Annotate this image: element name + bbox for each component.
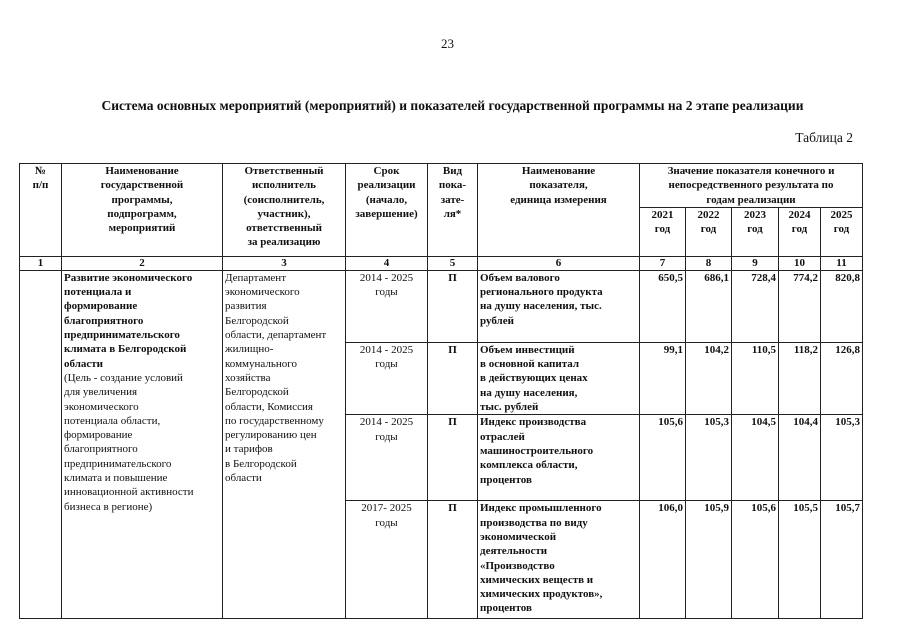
value-2021: 99,1	[640, 342, 686, 414]
header-year-2021: 2021 год	[640, 207, 686, 256]
header-num: № п/п	[20, 164, 62, 257]
column-number: 10	[779, 256, 821, 270]
header-year-2023: 2023 год	[732, 207, 779, 256]
row-num-cell	[20, 270, 62, 618]
column-number: 11	[821, 256, 863, 270]
value-2021: 650,5	[640, 270, 686, 342]
value-2025: 126,8	[821, 342, 863, 414]
program-name-cell	[62, 270, 223, 618]
period-cell: 2017- 2025 годы	[346, 501, 428, 619]
column-number: 6	[478, 256, 640, 270]
header-indicator-name: Наименование показателя, единица измерения	[478, 164, 640, 257]
header-program-name: Наименование государственной программы, подпрограмм, мероприятий	[62, 164, 223, 257]
column-number: 8	[686, 256, 732, 270]
program-name-title: Развитие экономического потенциала и формирование благоприятного предпринимательского климата в Белгородской области	[64, 271, 193, 370]
header-year-2022: 2022 год	[686, 207, 732, 256]
value-2023: 104,5	[732, 415, 779, 501]
indicator-name-cell: Объем инвестиций в основной капитал в действующих ценах на душу населения, тыс. рублей	[478, 342, 640, 414]
value-2025: 105,7	[821, 501, 863, 619]
value-2025: 105,3	[821, 415, 863, 501]
column-number: 1	[20, 256, 62, 270]
table-label: Таблица 2	[795, 130, 853, 145]
value-2025: 820,8	[821, 270, 863, 342]
column-number: 9	[732, 256, 779, 270]
value-2022: 105,3	[686, 415, 732, 501]
column-number: 4	[346, 256, 428, 270]
header-executor: Ответственный исполнитель (соисполнитель, участник), ответственный за реализацию	[223, 164, 346, 257]
value-2024: 105,5	[779, 501, 821, 619]
value-2024: 118,2	[779, 342, 821, 414]
document-title: Система основных мероприятий (мероприятий) и показателей государственной программы на 2 этапе реализации	[101, 98, 804, 113]
value-2021: 106,0	[640, 501, 686, 619]
value-2022: 104,2	[686, 342, 732, 414]
header-indicator-type: Вид пока- зате- ля*	[428, 164, 478, 257]
value-2022: 686,1	[686, 270, 732, 342]
indicator-type-cell: П	[428, 415, 478, 501]
indicator-type-cell: П	[428, 501, 478, 619]
header-year-2024: 2024 год	[779, 207, 821, 256]
program-executor: Департамент экономического развития Белгородской области, департамент жилищно- коммунального хозяйства Белгородской области, Комиссия по государственному регулированию цен и тарифов в Белгородской области	[223, 270, 346, 618]
page-number: 23	[441, 36, 454, 51]
value-2023: 105,6	[732, 501, 779, 619]
value-2024: 774,2	[779, 270, 821, 342]
indicator-name-cell: Индекс производства отраслей машиностроительного комплекса области, процентов	[478, 415, 640, 501]
period-cell: 2014 - 2025 годы	[346, 342, 428, 414]
indicator-type-cell: П	[428, 342, 478, 414]
value-2024: 104,4	[779, 415, 821, 501]
header-period: Срок реализации (начало, завершение)	[346, 164, 428, 257]
value-2021: 105,6	[640, 415, 686, 501]
indicator-name-cell: Индекс промышленного производства по виду экономической деятельности «Производство химических веществ и химических продуктов», процентов	[478, 501, 640, 619]
indicator-type-cell: П	[428, 270, 478, 342]
column-number: 3	[223, 256, 346, 270]
column-number: 2	[62, 256, 223, 270]
column-number: 7	[640, 256, 686, 270]
program-indicators-table	[19, 163, 863, 619]
table-row	[20, 270, 863, 342]
value-2022: 105,9	[686, 501, 732, 619]
column-number: 5	[428, 256, 478, 270]
program-goal: (Цель - создание условий для увеличения экономического потенциала области, формирование благоприятного предпринимательского климата и повышение инновационной активности бизнеса в регионе)	[64, 371, 194, 513]
value-2023: 728,4	[732, 270, 779, 342]
header-values-group: Значение показателя конечного и непосредственного результата по годам реализации	[640, 164, 863, 208]
period-cell: 2014 - 2025 годы	[346, 415, 428, 501]
header-year-2025: 2025 год	[821, 207, 863, 256]
indicator-name-cell: Объем валового регионального продукта на душу населения, тыс. рублей	[478, 270, 640, 342]
value-2023: 110,5	[732, 342, 779, 414]
period-cell: 2014 - 2025 годы	[346, 270, 428, 342]
